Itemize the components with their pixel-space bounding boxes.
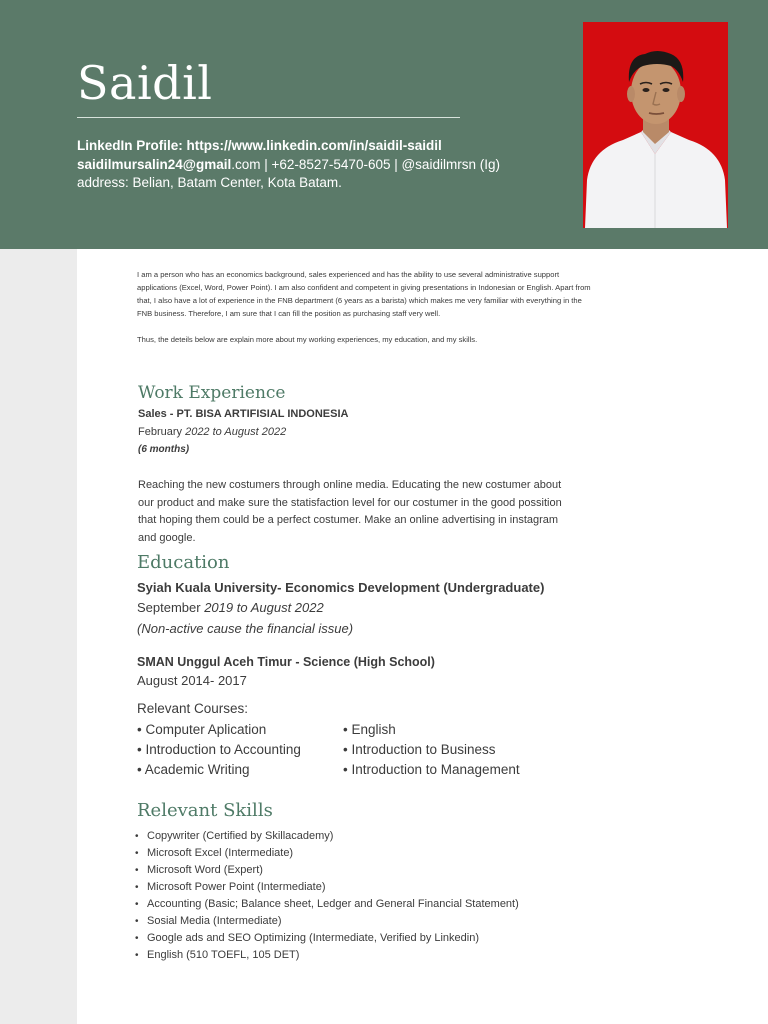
job-dates — [138, 426, 286, 438]
skills-list — [147, 828, 519, 964]
job-role: Sales - PT. BISA ARTIFISIAL INDONESIA — [138, 408, 349, 420]
person-portrait-icon — [583, 22, 728, 228]
skill-item: • Microsoft Power Point (Intermediate) — [147, 879, 519, 896]
job-dates-start: February — [138, 426, 186, 438]
intro-paragraph: Thus, the deteils below are explain more about my working experiences, my education, and my skills. — [137, 335, 478, 344]
skill-item: • Accounting (Basic; Balance sheet, Ledger and General Financial Statement) — [147, 896, 519, 913]
skill-item: • Copywriter (Certified by Skillacademy) — [147, 828, 519, 845]
skills-heading: Relevant Skills — [137, 800, 273, 821]
education-highschool: SMAN Unggul Aceh Timur - Science (High School) — [137, 655, 435, 669]
job-dates-rest: 2022 to August 2022 — [185, 426, 287, 438]
education-university-dates — [137, 600, 324, 615]
course-item: • Introduction to Management — [343, 762, 520, 777]
linkedin-link[interactable]: LinkedIn Profile: https://www.linkedin.com/in/saidil-saidil — [77, 138, 442, 153]
skill-item: • Sosial Media (Intermediate) — [147, 913, 519, 930]
education-university: Syiah Kuala University- Economics Development (Undergraduate) — [137, 580, 545, 595]
job-description: Reaching the new costumers through online media. Educating the new costumer about our product and make sure the statisfaction level for our costumer in the good possition that hoping them could be a perfect costumer. Make an online advertising in instagram and google. — [138, 479, 562, 544]
contact-details: .com | +62-8527-5470-605 | @saidilmrsn (Ig) — [231, 156, 500, 172]
address-line: address: Belian, Batam Center, Kota Batam. — [77, 175, 342, 190]
intro-paragraph: I am a person who has an economics background, sales experienced and has the ability to use several administrative support applications (Excel, Word, Power Point). I am also confident and competent in giving presentations in Indonesian or English. Apart from that, I also have a lot of experience in the FNB department (6 years as a barista) which makes me very familiar with everything in the FNB business. Therefore, I am sure that I can fill the position as purchasing staff very well. — [137, 270, 591, 318]
course-item: • English — [343, 722, 396, 737]
side-strip — [0, 249, 77, 1024]
course-item: • Introduction to Business — [343, 742, 496, 757]
education-heading: Education — [137, 552, 230, 573]
email-link[interactable]: saidilmursalin24@gmail — [77, 156, 232, 172]
education-dates-start: September — [137, 600, 205, 615]
job-duration: (6 months) — [138, 444, 190, 455]
skill-item: • English (510 TOEFL, 105 DET) — [147, 947, 519, 964]
skill-item: • Google ads and SEO Optimizing (Intermediate, Verified by Linkedin) — [147, 930, 519, 947]
header-banner — [0, 0, 768, 249]
relevant-courses-label: Relevant Courses: — [137, 701, 249, 716]
course-item: • Computer Aplication — [137, 722, 267, 737]
education-highschool-dates: August 2014- 2017 — [137, 673, 247, 688]
intro-summary — [137, 268, 597, 346]
skill-item: • Microsoft Word (Expert) — [147, 862, 519, 879]
name-divider — [77, 117, 460, 118]
contact-line — [77, 156, 500, 175]
candidate-name: Saidil — [77, 56, 213, 110]
work-experience-heading: Work Experience — [138, 383, 286, 403]
course-item: • Introduction to Accounting — [137, 742, 301, 757]
education-dates-rest: 2019 to August 2022 — [204, 600, 324, 615]
contact-block — [77, 137, 500, 193]
education-note: (Non-active cause the financial issue) — [137, 621, 354, 636]
course-item: • Academic Writing — [137, 762, 250, 777]
profile-photo — [583, 22, 728, 228]
skill-item: • Microsoft Excel (Intermediate) — [147, 845, 519, 862]
